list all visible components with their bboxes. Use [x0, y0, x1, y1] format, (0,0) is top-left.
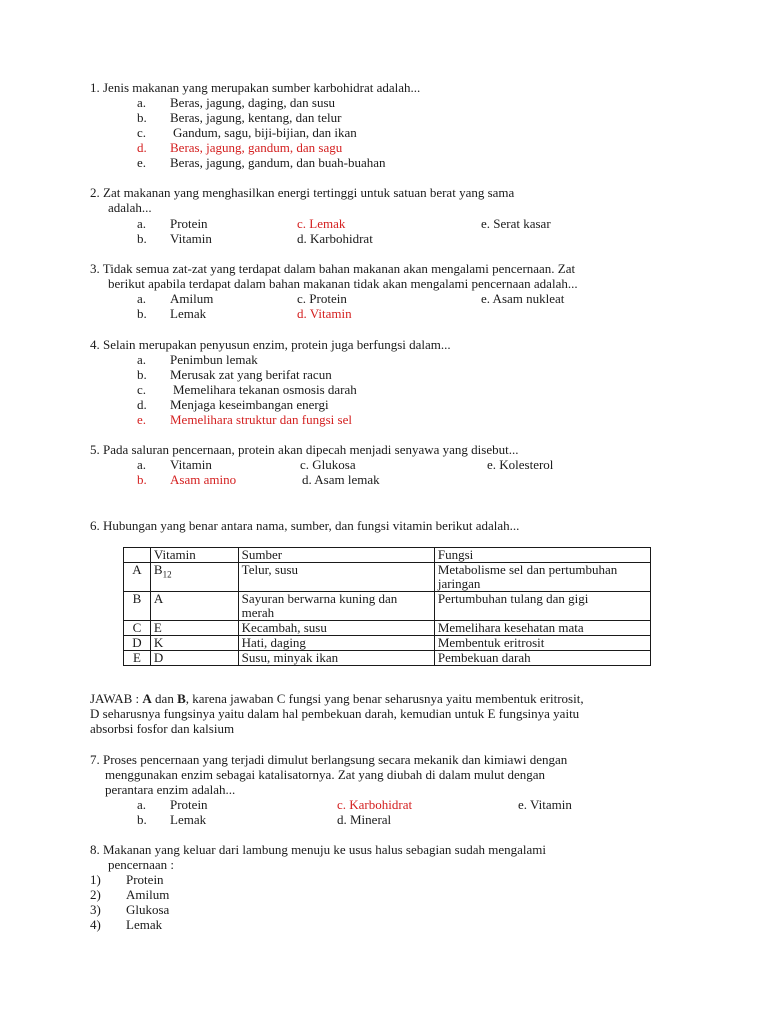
row-label: D	[124, 636, 151, 651]
row-vitamin: K	[150, 636, 238, 651]
row-fungsi: Membentuk eritrosit	[434, 636, 650, 651]
vitamin-table	[123, 547, 651, 666]
q6-answer-line1	[90, 691, 584, 706]
q1-option-d-letter: d.	[137, 140, 147, 155]
row-vitamin: A	[150, 592, 238, 621]
q2-option-c: c. Lemak	[297, 216, 346, 231]
q4-option-e-letter: e.	[137, 412, 147, 427]
q8-item-3-text: Glukosa	[126, 902, 170, 917]
q1-option-e-letter: e.	[137, 155, 147, 170]
question-7-stem-line1: 7. Proses pencernaan yang terjadi dimulut berlangsung secara mekanik dan kimiawi dengan	[90, 752, 568, 767]
answer-prefix: JAWAB :	[90, 691, 143, 706]
row-fungsi: Pembekuan darah	[434, 651, 650, 666]
q6-answer-line3: absorbsi fosfor dan kalsium	[90, 721, 235, 736]
table-header-cell: Fungsi	[434, 548, 650, 563]
table-row	[124, 621, 651, 636]
question-1-stem: 1. Jenis makanan yang merupakan sumber karbohidrat adalah...	[90, 80, 421, 95]
table-row	[124, 651, 651, 666]
question-5-stem: 5. Pada saluran pencernaan, protein akan dipecah menjadi senyawa yang disebut...	[90, 442, 519, 457]
question-7-stem-line3: perantara enzim adalah...	[105, 782, 236, 797]
q5-option-b-letter: b.	[137, 472, 147, 487]
q8-item-2-text: Amilum	[126, 887, 170, 902]
q6-answer-line2: D seharusnya fungsinya yaitu dalam hal pembekuan darah, kemudian untuk E fungsinya yaitu	[90, 706, 580, 721]
q2-option-a-text: Protein	[170, 216, 208, 231]
vitamin-subscript: 12	[162, 569, 172, 580]
q4-option-d-letter: d.	[137, 397, 147, 412]
q3-option-e: e. Asam nukleat	[481, 291, 565, 306]
question-2-stem-line2: adalah...	[108, 200, 152, 215]
q1-option-b-letter: b.	[137, 110, 147, 125]
q3-option-a-text: Amilum	[170, 291, 214, 306]
answer-a: A	[142, 691, 152, 706]
row-label: B	[124, 592, 151, 621]
answer-dan: dan	[151, 691, 178, 706]
q1-option-b-text: Beras, jagung, kentang, dan telur	[170, 110, 342, 125]
q8-item-1-text: Protein	[126, 872, 164, 887]
q5-option-d: d. Asam lemak	[302, 472, 380, 487]
q2-option-d: d. Karbohidrat	[297, 231, 373, 246]
table-header-cell: Vitamin	[150, 548, 238, 563]
q5-option-c: c. Glukosa	[300, 457, 356, 472]
question-3-stem-line2: berikut apabila terdapat dalam bahan makanan tidak akan mengalami pencernaan adalah...	[108, 276, 578, 291]
q4-option-c-text: Memelihara tekanan osmosis darah	[173, 382, 357, 397]
row-sumber: Susu, minyak ikan	[238, 651, 434, 666]
q8-item-4-num: 4)	[90, 917, 101, 932]
q7-option-d: d. Mineral	[337, 812, 392, 827]
q8-item-1-num: 1)	[90, 872, 101, 887]
row-fungsi: Pertumbuhan tulang dan gigi	[434, 592, 650, 621]
row-fungsi: Memelihara kesehatan mata	[434, 621, 650, 636]
q7-option-a-text: Protein	[170, 797, 208, 812]
q1-option-c-text: Gandum, sagu, biji-bijian, dan ikan	[173, 125, 357, 140]
q1-option-c-letter: c.	[137, 125, 147, 140]
q4-option-b-text: Merusak zat yang berifat racun	[170, 367, 332, 382]
q2-option-a-letter: a.	[137, 216, 147, 231]
q5-option-e: e. Kolesterol	[487, 457, 554, 472]
table-header-cell: Sumber	[238, 548, 434, 563]
row-label: E	[124, 651, 151, 666]
question-3-stem-line1: 3. Tidak semua zat-zat yang terdapat dalam bahan makanan akan mengalami pencernaan. Zat	[90, 261, 576, 276]
table-row	[124, 563, 651, 592]
row-sumber: Telur, susu	[238, 563, 434, 592]
q1-option-e-text: Beras, jagung, gandum, dan buah-buahan	[170, 155, 386, 170]
row-vitamin	[150, 563, 238, 592]
q1-option-a-text: Beras, jagung, daging, dan susu	[170, 95, 336, 110]
q3-option-b-letter: b.	[137, 306, 147, 321]
row-fungsi: Metabolisme sel dan pertumbuhan jaringan	[434, 563, 650, 592]
vitamin-main: B	[153, 562, 163, 577]
q7-option-e: e. Vitamin	[518, 797, 572, 812]
question-6-stem: 6. Hubungan yang benar antara nama, sumber, dan fungsi vitamin berikut adalah...	[90, 518, 520, 533]
row-vitamin: D	[150, 651, 238, 666]
q5-option-a-letter: a.	[137, 457, 147, 472]
table-header-row	[124, 548, 651, 563]
q1-option-d-text: Beras, jagung, gandum, dan sagu	[170, 140, 343, 155]
row-label: C	[124, 621, 151, 636]
question-2-stem-line1: 2. Zat makanan yang menghasilkan energi tertinggi untuk satuan berat yang sama	[90, 185, 515, 200]
q7-option-a-letter: a.	[137, 797, 147, 812]
table-row	[124, 592, 651, 621]
row-label: A	[124, 563, 151, 592]
q7-option-b-text: Lemak	[170, 812, 207, 827]
row-vitamin: E	[150, 621, 238, 636]
q3-option-a-letter: a.	[137, 291, 147, 306]
q4-option-a-letter: a.	[137, 352, 147, 367]
q7-option-b-letter: b.	[137, 812, 147, 827]
q5-option-a-text: Vitamin	[170, 457, 212, 472]
row-sumber: Sayuran berwarna kuning dan merah	[238, 592, 434, 621]
question-8-stem-line1: 8. Makanan yang keluar dari lambung menuju ke usus halus sebagian sudah mengalami	[90, 842, 546, 857]
question-4-stem: 4. Selain merupakan penyusun enzim, protein juga berfungsi dalam...	[90, 337, 451, 352]
q7-option-c: c. Karbohidrat	[337, 797, 413, 812]
row-sumber: Hati, daging	[238, 636, 434, 651]
q4-option-e-text: Memelihara struktur dan fungsi sel	[170, 412, 352, 427]
answer-rest: , karena jawaban C fungsi yang benar seharusnya yaitu membentuk eritrosit,	[185, 691, 584, 706]
q5-option-b-text: Asam amino	[170, 472, 237, 487]
q3-option-c: c. Protein	[297, 291, 347, 306]
answer-b: B	[177, 691, 186, 706]
q2-option-b-letter: b.	[137, 231, 147, 246]
q4-option-a-text: Penimbun lemak	[170, 352, 258, 367]
q4-option-b-letter: b.	[137, 367, 147, 382]
q1-option-a-letter: a.	[137, 95, 147, 110]
question-8-stem-line2: pencernaan :	[108, 857, 175, 872]
row-sumber: Kecambah, susu	[238, 621, 434, 636]
q3-option-d: d. Vitamin	[297, 306, 352, 321]
question-7-stem-line2: menggunakan enzim sebagai katalisatornya. Zat yang diubah di dalam mulut dengan	[105, 767, 546, 782]
q4-option-d-text: Menjaga keseimbangan energi	[170, 397, 329, 412]
q2-option-e: e. Serat kasar	[481, 216, 551, 231]
table-header-cell	[124, 548, 151, 563]
q8-item-3-num: 3)	[90, 902, 101, 917]
q8-item-4-text: Lemak	[126, 917, 163, 932]
q4-option-c-letter: c.	[137, 382, 147, 397]
q2-option-b-text: Vitamin	[170, 231, 212, 246]
table-row	[124, 636, 651, 651]
q3-option-b-text: Lemak	[170, 306, 207, 321]
q8-item-2-num: 2)	[90, 887, 101, 902]
